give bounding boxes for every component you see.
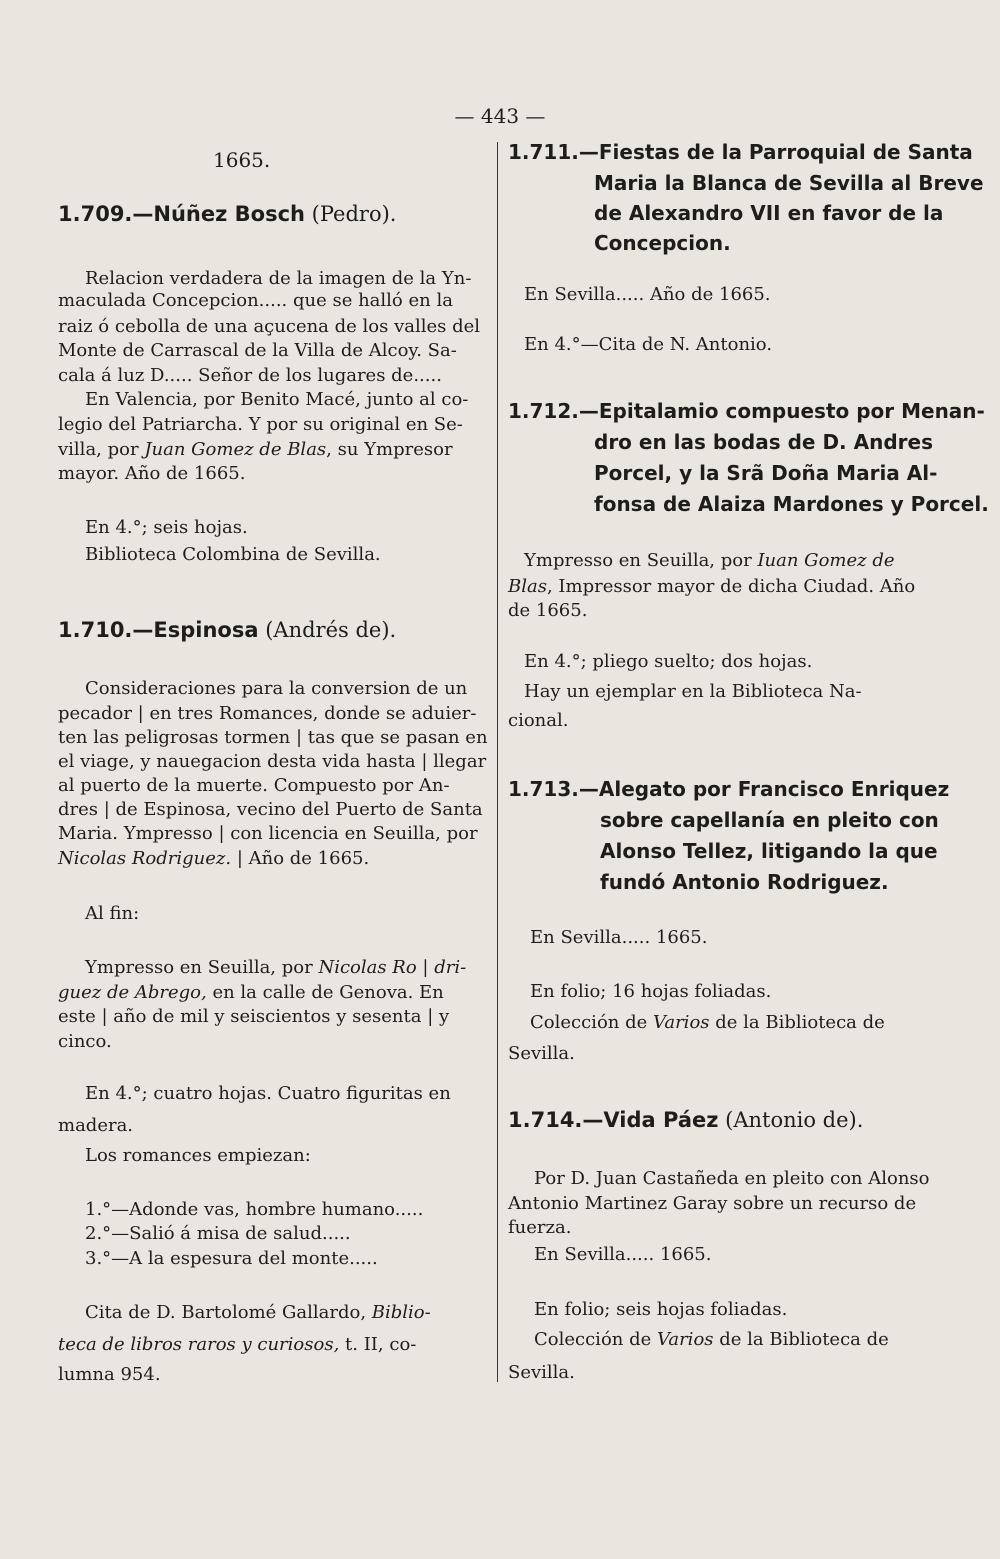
page-number: — 443 — [454,104,546,128]
entry-1714-heading: 1.714.—Vida Páez (Antonio de). [508,1108,864,1132]
year-heading: 1665. [213,148,271,172]
entry-1710-heading: 1.710.—Espinosa (Andrés de). [58,618,397,642]
entry-1709-heading: 1.709.—Núñez Bosch (Pedro). [58,202,397,226]
